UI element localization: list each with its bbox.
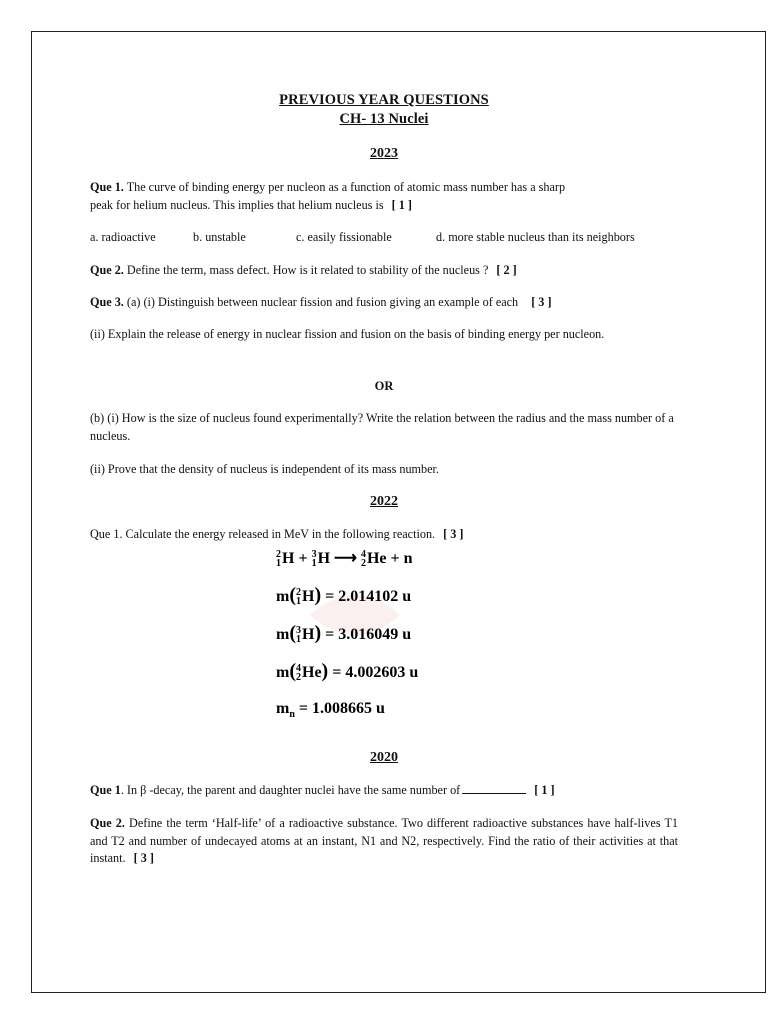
element-symbol: H	[302, 588, 315, 605]
element-symbol: He	[302, 664, 322, 681]
question-label: Que 2.	[90, 816, 125, 830]
marks-badge: [ 3 ]	[133, 851, 154, 865]
marks-badge: [ 3 ]	[531, 295, 552, 309]
year-heading-2023: 2023	[370, 146, 398, 161]
mass-number: 3	[311, 549, 317, 561]
mass-equation-1: m( 2 1 H) = 2.014102 u	[276, 584, 412, 608]
question-label: Que 3.	[90, 295, 124, 309]
question-2022-1	[90, 526, 680, 544]
mass-value: = 4.002603 u	[332, 664, 419, 681]
mass-value: = 2.014102 u	[325, 588, 412, 605]
plus-sign: +	[390, 550, 400, 567]
question-label: Que 1.	[90, 180, 124, 194]
or-divider: OR	[374, 379, 394, 393]
neutron-mass-equation	[276, 700, 385, 720]
plus-sign: +	[298, 550, 308, 567]
mass-equation-3: m( 4 2 He) = 4.002603 u	[276, 660, 419, 684]
question-text: . In β -decay, the parent and daughter nuclei have the same number of	[120, 783, 461, 797]
marks-badge: [ 3 ]	[443, 527, 464, 541]
fill-in-blank	[462, 783, 526, 794]
question-text-line2: peak for helium nucleus. This implies that helium nucleus is	[90, 197, 384, 212]
mass-equation-2: m( 3 1 H) = 3.016049 u	[276, 622, 412, 646]
mass-symbol: m	[276, 588, 290, 605]
option-a: a. radioactive	[90, 230, 156, 244]
mass-symbol: m	[276, 626, 290, 643]
question-2023-3-b-ii: (ii) Prove that the density of nucleus is independent of its mass number.	[90, 462, 439, 476]
question-text: (a) (i) Distinguish between nuclear fission and fusion giving an example of each	[126, 295, 519, 309]
mass-symbol: m	[276, 664, 290, 681]
question-2023-1	[90, 179, 680, 214]
atomic-number: 2	[296, 672, 301, 684]
page-title: PREVIOUS YEAR QUESTIONS	[279, 92, 489, 108]
reaction-equations	[276, 548, 496, 728]
mass-number: 2	[296, 587, 301, 599]
element-symbol: n	[403, 550, 413, 567]
question-label: Que 1	[90, 783, 121, 797]
element-symbol: He	[366, 550, 387, 567]
element-symbol: H	[302, 626, 315, 643]
question-2023-3-ii: (ii) Explain the release of energy in nuclear fission and fusion on the basis of binding energy per nucleon.	[90, 327, 605, 341]
marks-badge: [ 1 ]	[534, 783, 555, 797]
question-text-line1: The curve of binding energy per nucleon as a function of atomic mass number has a sharp	[126, 180, 566, 194]
option-d: d. more stable nucleus than its neighbors	[436, 230, 635, 244]
question-2023-3	[90, 294, 680, 312]
option-c: c. easily fissionable	[296, 230, 392, 244]
reaction-equation	[276, 548, 413, 568]
mass-number: 3	[296, 625, 301, 637]
atomic-number: 1	[276, 558, 281, 570]
question-2023-2	[90, 262, 680, 280]
option-b: b. unstable	[193, 230, 246, 244]
element-symbol: H	[317, 550, 331, 567]
mass-number: 2	[276, 549, 281, 561]
mass-number: 4	[360, 549, 366, 561]
options-list	[90, 230, 690, 248]
question-2023-3-b-i: (b) (i) How is the size of nucleus found experimentally? Write the relation between the radius and the mass number of a nucleus.	[90, 411, 674, 443]
element-symbol: H	[282, 550, 295, 567]
mass-value: = 3.016049 u	[325, 626, 412, 643]
neutron-subscript: n	[289, 709, 295, 721]
mass-number: 4	[296, 663, 301, 675]
question-label: Que 2.	[90, 263, 124, 277]
atomic-number: 1	[311, 558, 317, 570]
question-text: Define the term ‘Half-life’ of a radioactive substance. Two different radioactive substances have half-lives T1 and T2 and number of undecayed atoms at an instant, N1 and N2, respectively. Find the ratio of their activities at that instant.	[90, 816, 678, 865]
mass-symbol: m	[276, 700, 290, 717]
question-text: Que 1. Calculate the energy released in MeV in the following reaction.	[90, 527, 436, 541]
question-2020-1	[90, 782, 680, 800]
atomic-number: 1	[296, 596, 301, 608]
atomic-number: 1	[296, 634, 301, 646]
chapter-title: CH- 13 Nuclei	[339, 111, 429, 127]
marks-badge: [ 1 ]	[391, 197, 412, 212]
question-text: Define the term, mass defect. How is it related to stability of the nucleus ?	[126, 263, 489, 277]
marks-badge: [ 2 ]	[496, 263, 517, 277]
question-2020-2	[90, 815, 678, 868]
year-heading-2022: 2022	[370, 494, 398, 509]
atomic-number: 2	[360, 558, 366, 570]
mass-value: = 1.008665 u	[298, 700, 385, 717]
reaction-arrow-icon: ⟶	[334, 550, 357, 567]
year-heading-2020: 2020	[370, 750, 398, 765]
